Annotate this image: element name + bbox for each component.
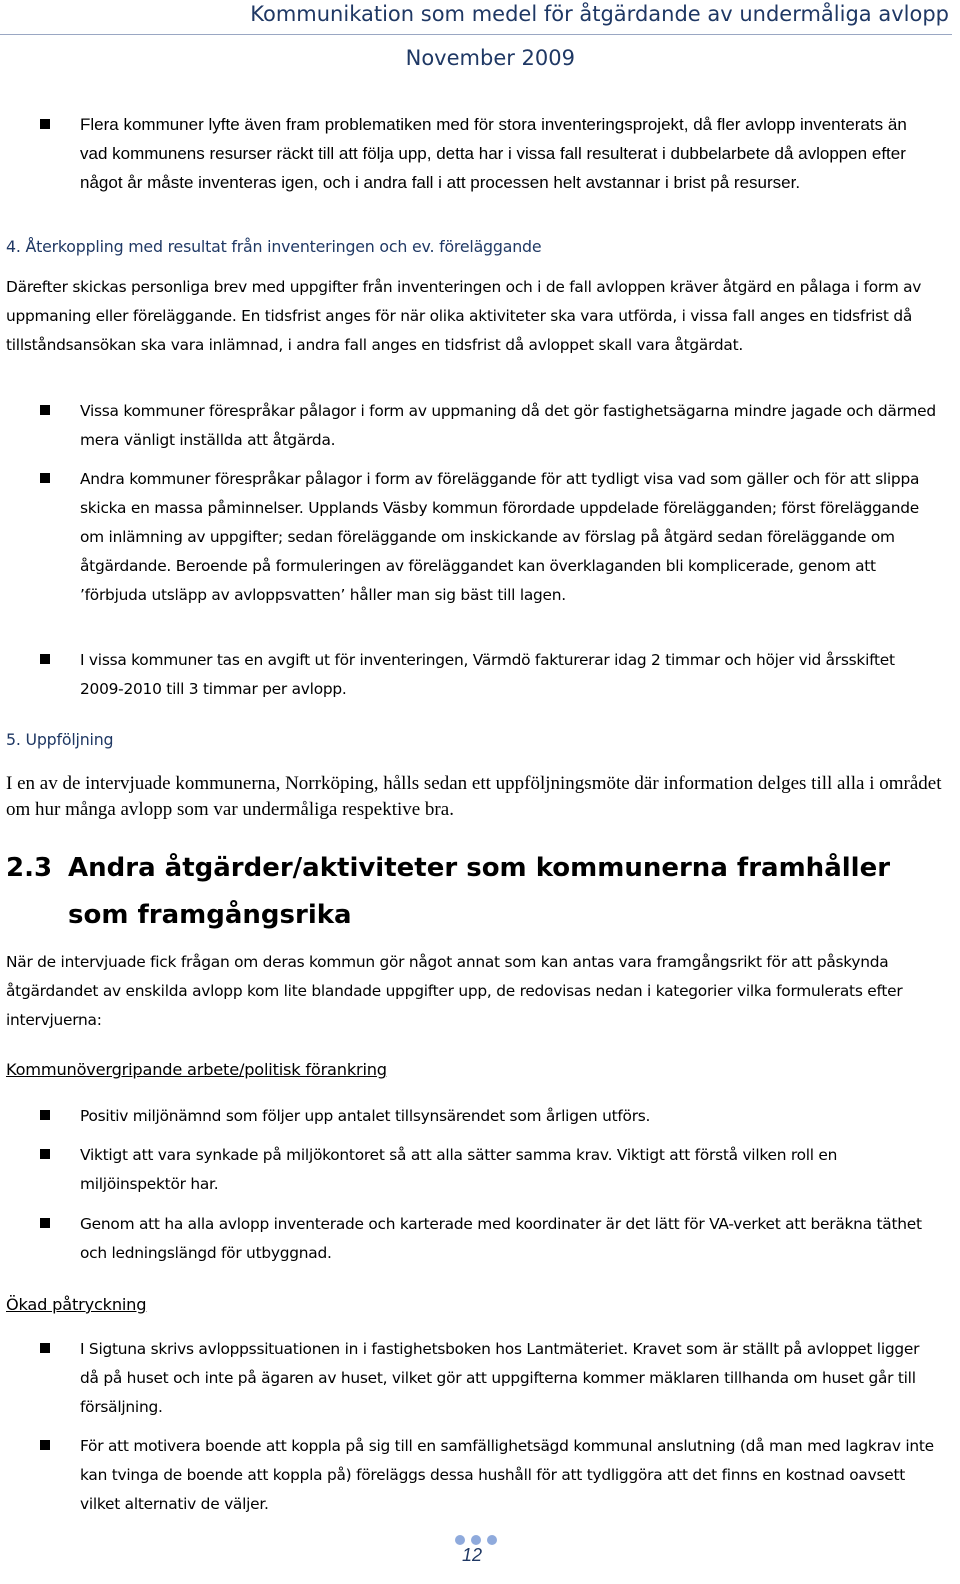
bullet-text: Viktigt att vara synkade på miljökontoret så att alla sätter samma krav. Viktigt att förstå vilken roll en miljöinspektör har. bbox=[80, 1146, 838, 1193]
bullet-square-icon bbox=[40, 1218, 50, 1228]
bullet-square-icon bbox=[40, 1343, 50, 1353]
bullet-text: Vissa kommuner förespråkar pålagor i form av uppmaning då det gör fastighetsägarna mindre jagade och därmed mera vänligt inställda att åtgärda. bbox=[80, 402, 936, 449]
section-number: 2.3 bbox=[6, 853, 53, 883]
bullet-text: I Sigtuna skrivs avloppssituationen in i fastighetsboken hos Lantmäteriet. Kravet som är ställt på avloppet ligger då på huset och inte på ägaren av huset, vilket gör att uppgifterna kommer mäklaren tillhanda om huset går till försäljning. bbox=[80, 1340, 920, 1416]
bullet-text: Andra kommuner förespråkar pålagor i form av föreläggande för att tydligt visa vad som gäller och för att slippa skicka en massa påminnelser. Upplands Väsby kommun förordade uppdelade förelägganden; först föreläggande om inlämning av uppgifter; sedan föreläggande om inskickande av förslag på åtgärd sedan föreläggande om åtgärdande. Beroende på formuleringen av föreläggandet kan överklaganden bli komplicerade, genom att ’förbjuda utsläpp av avloppsvatten’ håller man sig bäst till lagen. bbox=[80, 470, 920, 604]
section-title: Andra åtgärder/aktiviteter som kommunerna framhåller som framgångsrika bbox=[68, 853, 891, 930]
bullet-square-icon bbox=[40, 473, 50, 483]
page-number: 12 bbox=[462, 1545, 483, 1565]
bullet-text: Positiv miljönämnd som följer upp antalet tillsynsärendet som årligen utförs. bbox=[80, 1107, 651, 1125]
running-header-date: November 2009 bbox=[405, 46, 575, 70]
section-2-3-heading bbox=[6, 845, 946, 945]
bullet-text: Genom att ha alla avlopp inventerade och karterade med koordinater är det lätt för VA-verket att beräkna täthet och ledningslängd för utbyggnad. bbox=[80, 1215, 922, 1262]
bullet-square-icon bbox=[40, 119, 50, 129]
section-2-3-paragraph: När de intervjuade fick frågan om deras kommun gör något annat som kan antas vara framgångsrikt för att påskynda åtgärdandet av enskilda avlopp kom lite blandade uppgifter upp, de redovisas nedan i kategorier vilka formulerats efter intervjuerna: bbox=[6, 953, 903, 1029]
intro-bullet-text: Flera kommuner lyfte även fram problematiken med för stora inventeringsprojekt, då fler avlopp inventerats än vad kommunens resurser räckt till att följa upp, detta har i vissa fall resulterat i dubbelarbete då avloppen efter något år måste inventeras igen, och i andra fall i att processen helt avstannar i brist på resurser. bbox=[80, 115, 907, 192]
section-5-heading: 5. Uppföljning bbox=[6, 730, 114, 749]
bullet-square-icon bbox=[40, 654, 50, 664]
section-4-paragraph: Därefter skickas personliga brev med uppgifter från inventeringen och i de fall avloppen kräver åtgärd en pålaga i form av uppmaning eller föreläggande. En tidsfrist anges för när olika aktiviteter ska vara utförda, i vissa fall anges en tidsfrist då tillståndsansökan ska vara inlämnad, i andra fall anges en tidsfrist då avloppet skall vara åtgärdat. bbox=[6, 278, 922, 354]
section-4-heading: 4. Återkoppling med resultat från inventeringen och ev. föreläggande bbox=[6, 237, 542, 256]
header-rule bbox=[0, 34, 952, 35]
kommun-heading: Kommunövergripande arbete/politisk förankring bbox=[6, 1060, 387, 1079]
okad-heading: Ökad påtryckning bbox=[6, 1295, 147, 1314]
bullet-text: För att motivera boende att koppla på sig till en samfällighetsägd kommunal anslutning (då man med lagkrav inte kan tvinga de boende att koppla på) föreläggs dessa hushåll för att tydliggöra att det finns en kostnad oavsett vilket alternativ de väljer. bbox=[80, 1437, 934, 1513]
section-5-paragraph: I en av de intervjuade kommunerna, Norrköping, hålls sedan ett uppföljningsmöte där information delges till alla i området om hur många avlopp som var undermåliga respektive bra. bbox=[6, 773, 942, 820]
running-header-title: Kommunikation som medel för åtgärdande av undermåliga avlopp bbox=[250, 2, 949, 26]
bullet-square-icon bbox=[40, 1110, 50, 1120]
bullet-square-icon bbox=[40, 1440, 50, 1450]
bullet-text: I vissa kommuner tas en avgift ut för inventeringen, Värmdö fakturerar idag 2 timmar och höjer vid årsskiftet 2009-2010 till 3 timmar per avlopp. bbox=[80, 651, 895, 698]
bullet-square-icon bbox=[40, 405, 50, 415]
bullet-square-icon bbox=[40, 1149, 50, 1159]
